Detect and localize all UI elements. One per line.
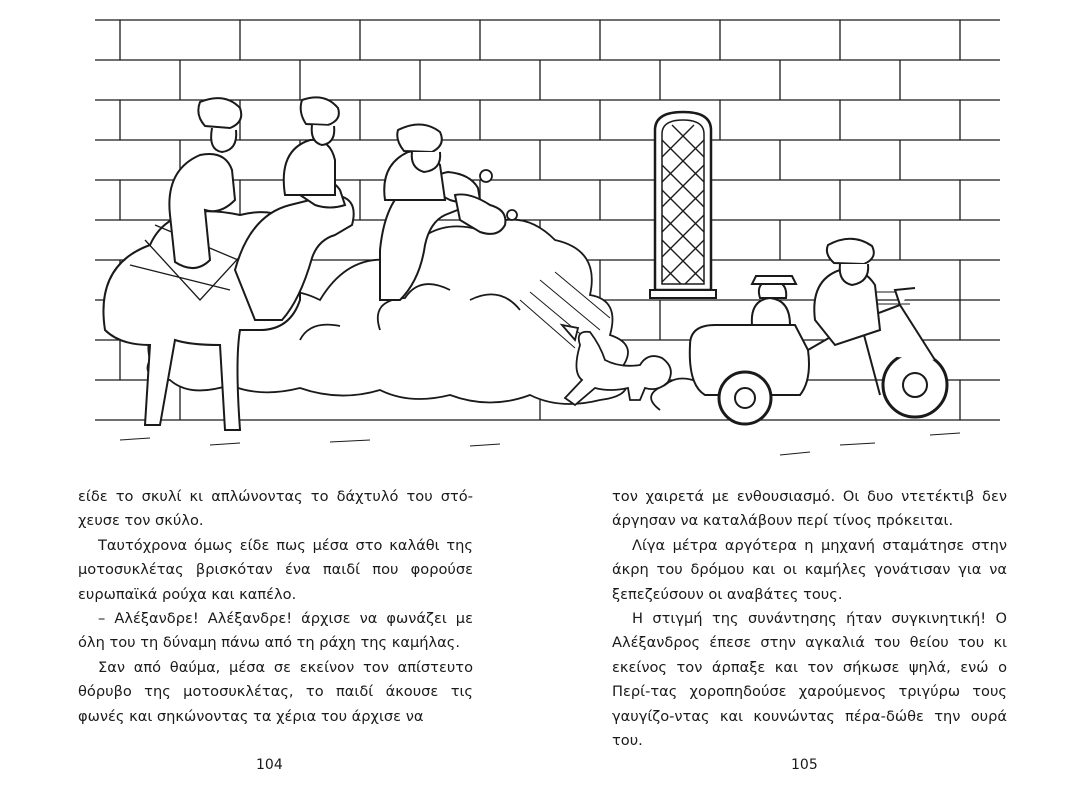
left-page-text [78,485,473,729]
motorcycle [690,239,947,424]
paragraph: Σαν από θαύμα, μέσα σε εκείνον τον απίστευτο θόρυβο της μοτοσυκλέτας, το παιδί άκουσε τις φωνές και σηκώνοντας τα χέρια του άρχισε να [78,658,473,725]
right-page-text [612,485,1007,753]
ground-scratches [120,433,960,455]
paragraph: Ταυτόχρονα όμως είδε πως μέσα στο καλάθι της μοτοσυκλέτας βρισκόταν ένα παιδί που φορούσε ευρωπαϊκά ρούχα και καπέλο. [78,536,473,603]
paragraph: είδε το σκυλί κι απλώνοντας το δάχτυλό του στό-χευσε τον σκύλο. [78,488,473,530]
page-number-left: 104 [256,757,283,773]
paragraph: Η στιγμή της συνάντησης ήταν συγκινητική! Ο Αλέξανδρος έπεσε στην αγκαλιά του θείου του κι εκείνος τον άρπαξε και τον σήκωσε ψηλά, ενώ ο Περί-τας χοροπηδούσε χαρούμενος τριγύρω τους γαυγίζο-ντας και κουνώντας πέρα-δώθε την ουρά του. [612,610,1007,750]
page-number-right: 105 [791,757,818,773]
lattice-window [650,112,716,298]
paragraph: Λίγα μέτρα αργότερα η μηχανή σταμάτησε στην άκρη του δρόμου και οι καμήλες γονάτισαν για να ξεπεζεύσουν οι αναβάτες τους. [612,536,1007,603]
paragraph: – Αλέξανδρε! Αλέξανδρε! άρχισε να φωνάζει με όλη του τη δύναμη πάνω από τη ράχη της καμήλας. [78,610,473,652]
paragraph: τον χαιρετά με ενθουσιασμό. Οι δυο ντετέκτιβ δεν άργησαν να καταλάβουν περί τίνος πρόκειται. [612,488,1007,530]
